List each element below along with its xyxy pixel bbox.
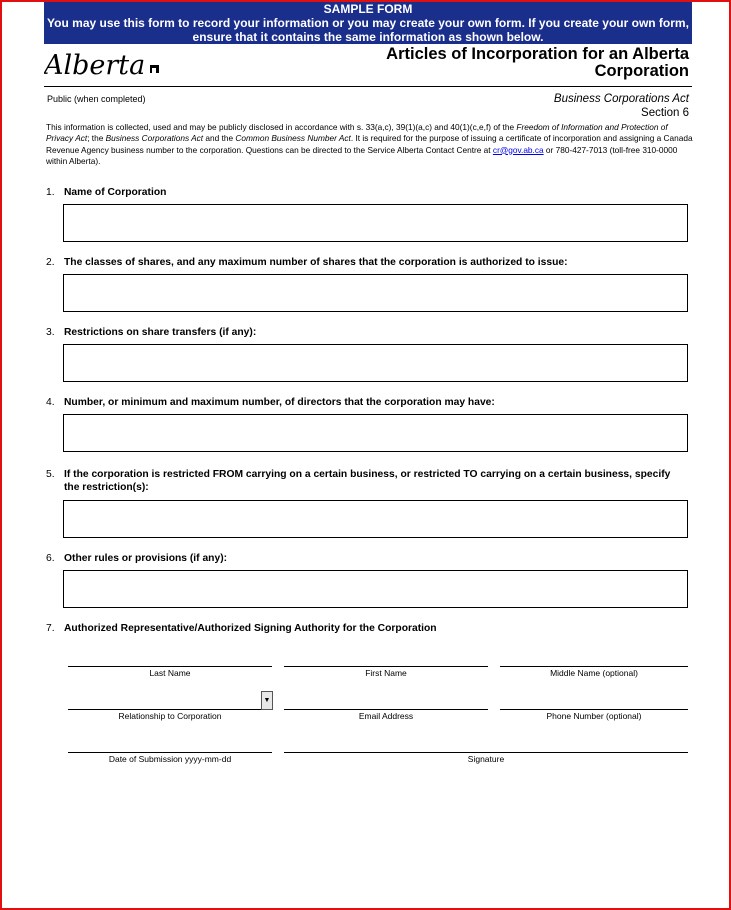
act-section: Section 6 <box>641 107 689 119</box>
question-number: 1. <box>46 187 55 198</box>
alberta-logo <box>44 46 164 84</box>
question-7 <box>46 623 684 636</box>
chevron-down-icon: ▼ <box>263 697 271 704</box>
act-reference <box>554 92 689 120</box>
svg-text:Alberta: Alberta <box>44 50 146 81</box>
first-name-label: First Name <box>365 668 407 678</box>
title-line-1: Articles of Incorporation for an Alberta <box>386 45 689 63</box>
middle-name-label: Middle Name (optional) <box>550 668 638 678</box>
phone-field[interactable] <box>500 709 688 710</box>
question-2 <box>46 257 684 270</box>
header-divider <box>44 86 692 87</box>
share-transfer-restrictions-field[interactable] <box>63 344 688 382</box>
corporation-name-field[interactable] <box>63 204 688 242</box>
notice-text: This information is collected, used and may be publicly disclosed in accordance with s. 33(a,c), 39(1)(a,c) and 40(1)(c,e,f) of the <box>46 122 517 132</box>
first-name-field[interactable] <box>284 666 488 667</box>
notice-foip-act: Freedom of Information and Protection of Privacy Act <box>46 122 668 144</box>
share-classes-field[interactable] <box>63 274 688 312</box>
question-number: 3. <box>46 327 55 338</box>
submission-date-label: Date of Submission yyyy-mm-dd <box>108 754 232 764</box>
question-6 <box>46 553 684 566</box>
sample-form-banner <box>44 2 692 44</box>
public-label: Public (when completed) <box>47 94 146 104</box>
banner-line-3: ensure that it contains the same information as shown below. <box>192 30 544 44</box>
question-number: 4. <box>46 397 55 408</box>
submission-date-field[interactable] <box>68 752 272 753</box>
question-label: Restrictions on share transfers (if any): <box>64 327 257 338</box>
banner-line-2: You may use this form to record your information or you may create your own form. If you create your own form, <box>47 16 689 30</box>
question-label: Authorized Representative/Authorized Signing Authority for the Corporation <box>64 623 437 634</box>
signature-label: Signature <box>467 754 505 764</box>
question-4 <box>46 397 684 410</box>
notice-text: and the <box>203 133 236 144</box>
other-rules-field[interactable] <box>63 570 688 608</box>
last-name-label: Last Name <box>149 668 191 678</box>
privacy-notice <box>46 122 696 167</box>
number-of-directors-field[interactable] <box>63 414 688 452</box>
last-name-field[interactable] <box>68 666 272 667</box>
notice-text: ; the <box>87 133 106 144</box>
question-label: Other rules or provisions (if any): <box>64 553 228 564</box>
email-field[interactable] <box>284 709 488 710</box>
form-title <box>386 46 689 80</box>
title-line-2: Corporation <box>594 62 689 80</box>
notice-text: or 780-427-7013 (toll-free 310-0000 within Alberta). <box>46 144 678 166</box>
relationship-field[interactable] <box>68 709 272 710</box>
question-label: Number, or minimum and maximum number, of directors that the corporation may have: <box>64 397 495 408</box>
question-label: If the corporation is restricted FROM carrying on a certain business, or restricted TO carrying on a certain business, specify the restriction(s): <box>64 469 671 493</box>
notice-text: . It is required for the purpose of issuing a certificate of incorporation and assigning a Canada Revenue Agency business number to the corporation. Questions can be directed to the Service Alberta Contact Centre at <box>46 133 693 155</box>
relationship-label: Relationship to Corporation <box>118 711 222 721</box>
act-name: Business Corporations Act <box>553 93 689 105</box>
email-label: Email Address <box>358 711 414 721</box>
business-restrictions-field[interactable] <box>63 500 688 538</box>
banner-title: SAMPLE FORM <box>323 2 413 16</box>
phone-label: Phone Number (optional) <box>546 711 642 721</box>
question-number: 7. <box>46 623 55 634</box>
notice-cbna-act: Common Business Number Act <box>235 133 351 144</box>
notice-bca-act: Business Corporations Act <box>105 133 204 144</box>
relationship-dropdown-button[interactable] <box>261 691 273 710</box>
middle-name-field[interactable] <box>500 666 688 667</box>
question-number: 6. <box>46 553 55 564</box>
contact-email-link[interactable]: cr@gov.ab.ca <box>492 144 544 155</box>
question-number: 5. <box>46 469 55 480</box>
question-3 <box>46 327 684 340</box>
question-number: 2. <box>46 257 55 268</box>
signature-field[interactable] <box>284 752 688 753</box>
question-label: The classes of shares, and any maximum number of shares that the corporation is authorized to issue: <box>64 257 568 268</box>
question-5 <box>46 469 684 494</box>
question-1 <box>46 187 684 200</box>
question-label: Name of Corporation <box>64 187 167 198</box>
